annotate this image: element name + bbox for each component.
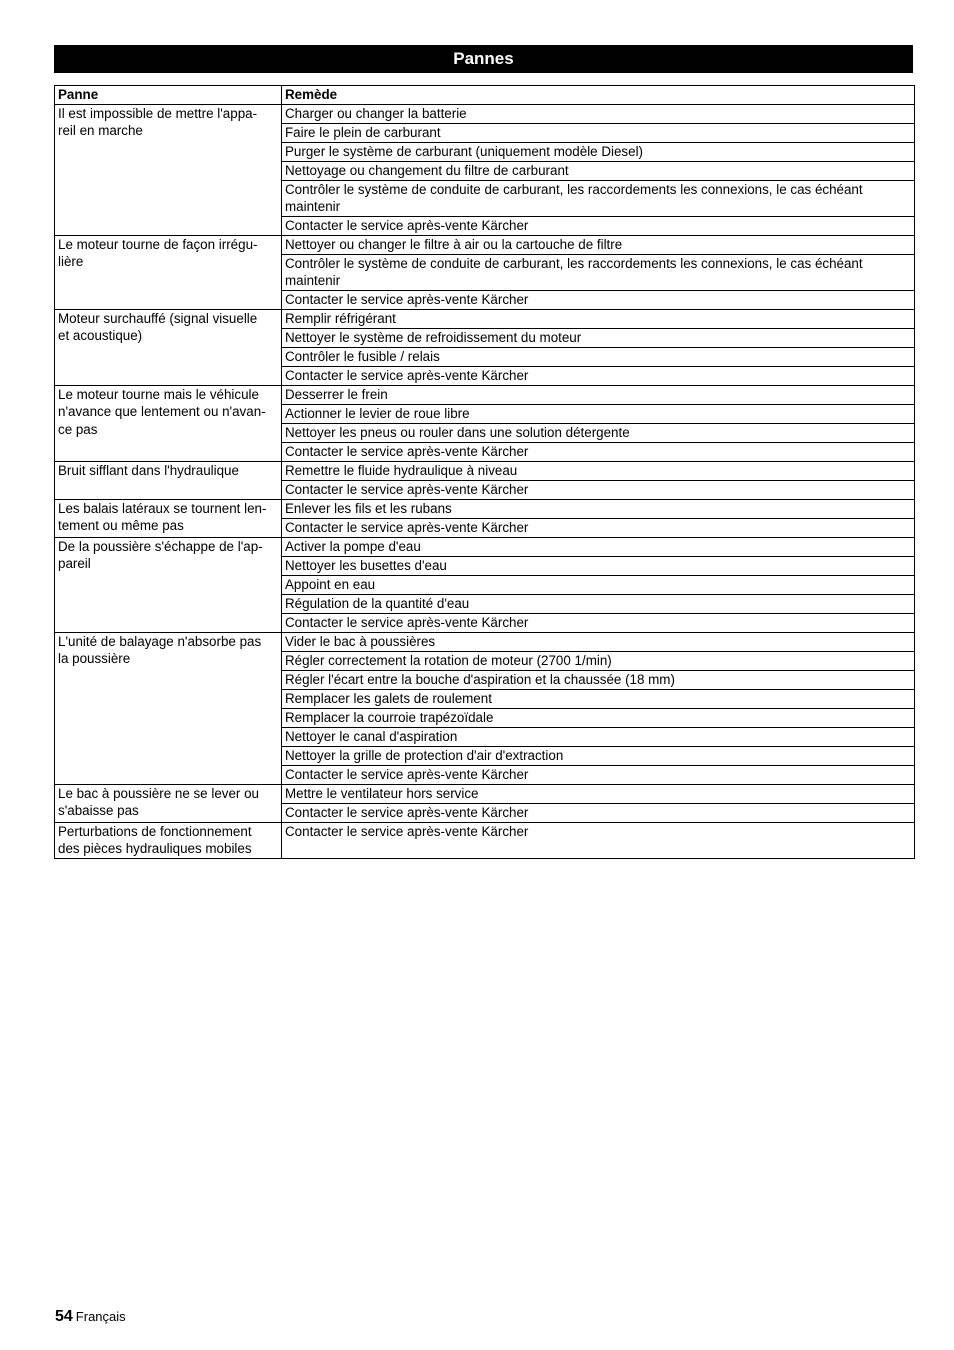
remedy-cell: Contacter le service après-vente Kärcher bbox=[282, 803, 915, 822]
table-row bbox=[55, 632, 915, 651]
remedy-cell: Contacter le service après-vente Kärcher bbox=[282, 366, 915, 385]
table-row bbox=[55, 822, 915, 858]
remedy-cell: Vider le bac à poussières bbox=[282, 632, 915, 651]
page-footer bbox=[55, 1307, 126, 1327]
remedy-cell: Enlever les fils et les rubans bbox=[282, 499, 915, 518]
fault-cell: Le moteur tourne de façon irrégu- lière bbox=[55, 235, 282, 309]
column-header-fault: Panne bbox=[55, 86, 282, 105]
remedy-cell: Appoint en eau bbox=[282, 575, 915, 594]
fault-cell: Il est impossible de mettre l'appa- reil en marche bbox=[55, 104, 282, 235]
table-row bbox=[55, 537, 915, 556]
remedy-cell: Régler l'écart entre la bouche d'aspiration et la chaussée (18 mm) bbox=[282, 670, 915, 689]
remedy-cell: Régulation de la quantité d'eau bbox=[282, 594, 915, 613]
troubleshooting-table bbox=[54, 85, 915, 859]
remedy-cell: Contacter le service après-vente Kärcher bbox=[282, 290, 915, 309]
remedy-cell: Nettoyer les busettes d'eau bbox=[282, 556, 915, 575]
remedy-cell: Contacter le service après-vente Kärcher bbox=[282, 518, 915, 537]
remedy-cell: Contrôler le fusible / relais bbox=[282, 347, 915, 366]
table-body bbox=[55, 104, 915, 858]
remedy-cell: Remplir réfrigérant bbox=[282, 309, 915, 328]
remedy-cell: Contacter le service après-vente Kärcher bbox=[282, 216, 915, 235]
fault-cell: L'unité de balayage n'absorbe pas la poussière bbox=[55, 632, 282, 784]
table-header-row bbox=[55, 86, 915, 105]
remedy-cell: Contacter le service après-vente Kärcher bbox=[282, 442, 915, 461]
remedy-cell: Faire le plein de carburant bbox=[282, 123, 915, 142]
remedy-cell: Contacter le service après-vente Kärcher bbox=[282, 480, 915, 499]
remedy-cell: Contrôler le système de conduite de carburant, les raccordements les connexions, le cas échéant maintenir bbox=[282, 180, 915, 216]
remedy-cell: Nettoyage ou changement du filtre de carburant bbox=[282, 161, 915, 180]
remedy-cell: Remettre le fluide hydraulique à niveau bbox=[282, 461, 915, 480]
fault-cell: De la poussière s'échappe de l'ap- pareil bbox=[55, 537, 282, 632]
table-row bbox=[55, 309, 915, 328]
fault-cell: Perturbations de fonctionnement des pièces hydrauliques mobiles bbox=[55, 822, 282, 858]
table-row bbox=[55, 784, 915, 803]
remedy-cell: Contacter le service après-vente Kärcher bbox=[282, 765, 915, 784]
table-row bbox=[55, 104, 915, 123]
remedy-cell: Remplacer les galets de roulement bbox=[282, 689, 915, 708]
table-row bbox=[55, 235, 915, 254]
remedy-cell: Activer la pompe d'eau bbox=[282, 537, 915, 556]
remedy-cell: Nettoyer les pneus ou rouler dans une solution détergente bbox=[282, 423, 915, 442]
table-row bbox=[55, 499, 915, 518]
fault-cell: Bruit sifflant dans l'hydraulique bbox=[55, 461, 282, 499]
remedy-cell: Contacter le service après-vente Kärcher bbox=[282, 822, 915, 858]
fault-cell: Les balais latéraux se tournent len- tement ou même pas bbox=[55, 499, 282, 537]
remedy-cell: Purger le système de carburant (uniquement modèle Diesel) bbox=[282, 142, 915, 161]
column-header-remedy: Remède bbox=[282, 86, 915, 105]
remedy-cell: Mettre le ventilateur hors service bbox=[282, 784, 915, 803]
remedy-cell: Nettoyer la grille de protection d'air d'extraction bbox=[282, 746, 915, 765]
fault-cell: Moteur surchauffé (signal visuelle et acoustique) bbox=[55, 309, 282, 385]
table-row bbox=[55, 385, 915, 404]
remedy-cell: Nettoyer ou changer le filtre à air ou la cartouche de filtre bbox=[282, 235, 915, 254]
remedy-cell: Remplacer la courroie trapézoïdale bbox=[282, 708, 915, 727]
fault-cell: Le bac à poussière ne se lever ou s'abaisse pas bbox=[55, 784, 282, 822]
fault-cell: Le moteur tourne mais le véhicule n'avance que lentement ou n'avan- ce pas bbox=[55, 385, 282, 461]
remedy-cell: Contacter le service après-vente Kärcher bbox=[282, 613, 915, 632]
table-row bbox=[55, 461, 915, 480]
page-title: Pannes bbox=[54, 45, 913, 73]
remedy-cell: Contrôler le système de conduite de carburant, les raccordements les connexions, le cas échéant maintenir bbox=[282, 254, 915, 290]
remedy-cell: Régler correctement la rotation de moteur (2700 1/min) bbox=[282, 651, 915, 670]
remedy-cell: Actionner le levier de roue libre bbox=[282, 404, 915, 423]
language-label: Français bbox=[75, 1309, 126, 1324]
remedy-cell: Nettoyer le système de refroidissement du moteur bbox=[282, 328, 915, 347]
remedy-cell: Desserrer le frein bbox=[282, 385, 915, 404]
page-number: 54 bbox=[55, 1308, 73, 1325]
remedy-cell: Nettoyer le canal d'aspiration bbox=[282, 727, 915, 746]
remedy-cell: Charger ou changer la batterie bbox=[282, 104, 915, 123]
